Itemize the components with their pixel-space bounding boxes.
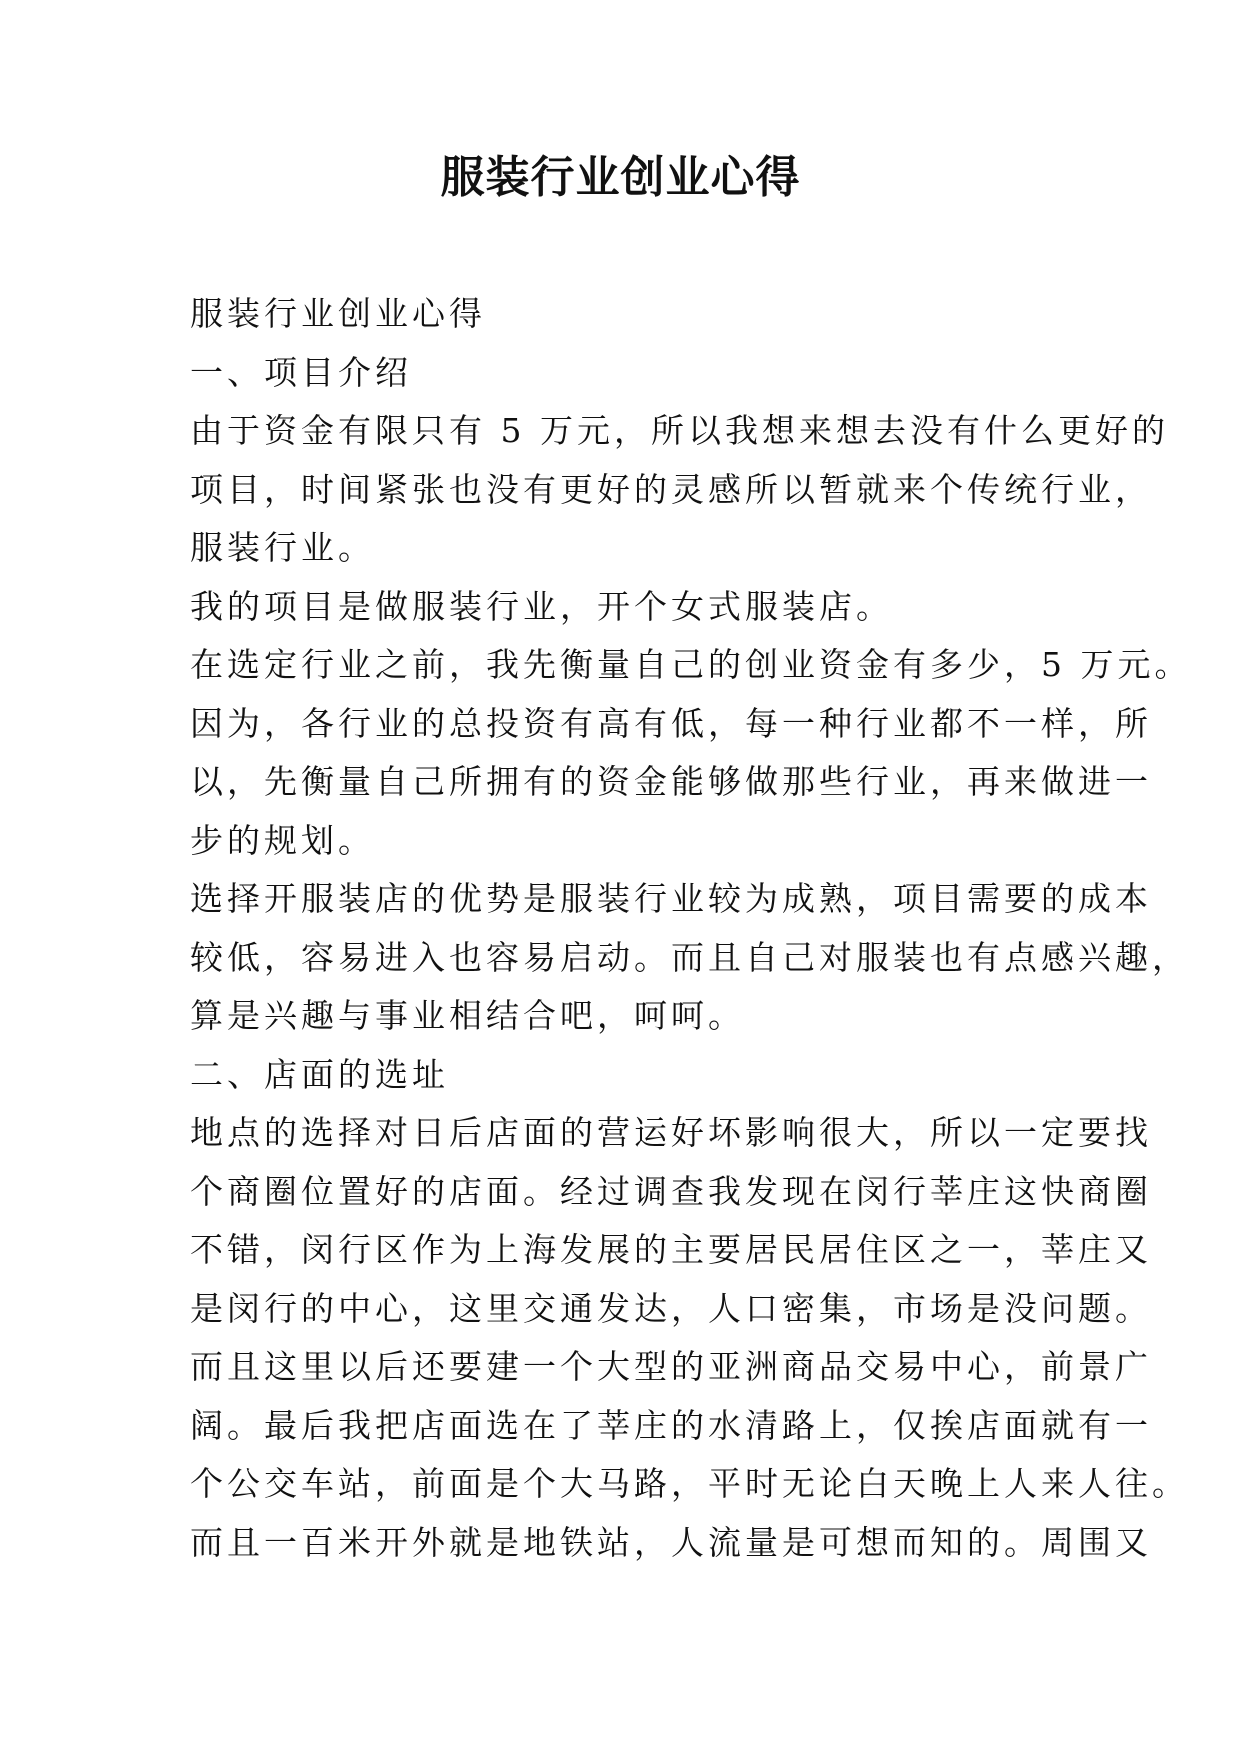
body-line: 而且这里以后还要建一个大型的亚洲商品交易中心，前景广 xyxy=(190,1347,1152,1386)
body-line: 不错，闵行区作为上海发展的主要居民居住区之一，莘庄又 xyxy=(190,1230,1152,1269)
body-line: 算是兴趣与事业相结合吧，呵呵。 xyxy=(190,996,745,1035)
body-line: 是闵行的中心，这里交通发达，人口密集，市场是没问题。 xyxy=(190,1288,1152,1328)
body-line: 阔。最后我把店面选在了莘庄的水清路上，仅挨店面就有一 xyxy=(190,1405,1152,1445)
document-body xyxy=(190,285,1192,1572)
body-line: 在选定行业之前，我先衡量自己的创业资金有多少，5 万元。 xyxy=(190,645,1192,684)
body-line: 个商圈位置好的店面。经过调查我发现在闵行莘庄这快商圈 xyxy=(190,1171,1152,1211)
body-line: 选择开服装店的优势是服装行业较为成熟，项目需要的成本 xyxy=(190,879,1152,918)
body-line: 由于资金有限只有 5 万元，所以我想来想去没有什么更好的 xyxy=(190,411,1169,450)
section-heading: 二、店面的选址 xyxy=(190,1054,449,1094)
section-heading: 一、项目介绍 xyxy=(190,352,412,392)
body-line: 服装行业创业心得 xyxy=(190,294,486,333)
body-line: 个公交车站，前面是个大马路，平时无论白天晚上人来人往。 xyxy=(190,1464,1189,1503)
body-line: 地点的选择对日后店面的营运好坏影响很大，所以一定要找 xyxy=(190,1113,1152,1152)
body-line: 因为，各行业的总投资有高有低，每一种行业都不一样，所 xyxy=(190,703,1152,743)
body-line: 以，先衡量自己所拥有的资金能够做那些行业，再来做进一 xyxy=(190,762,1152,801)
body-line: 我的项目是做服装行业，开个女式服装店。 xyxy=(190,586,893,626)
document-title: 服装行业创业心得 xyxy=(440,152,801,203)
body-line: 而且一百米开外就是地铁站，人流量是可想而知的。周围又 xyxy=(190,1522,1152,1562)
body-line: 项目，时间紧张也没有更好的灵感所以暂就来个传统行业， xyxy=(190,469,1152,509)
body-line: 服装行业。 xyxy=(190,528,375,567)
body-line: 较低，容易进入也容易启动。而且自己对服装也有点感兴趣， xyxy=(190,937,1189,977)
body-line: 步的规划。 xyxy=(190,820,375,860)
